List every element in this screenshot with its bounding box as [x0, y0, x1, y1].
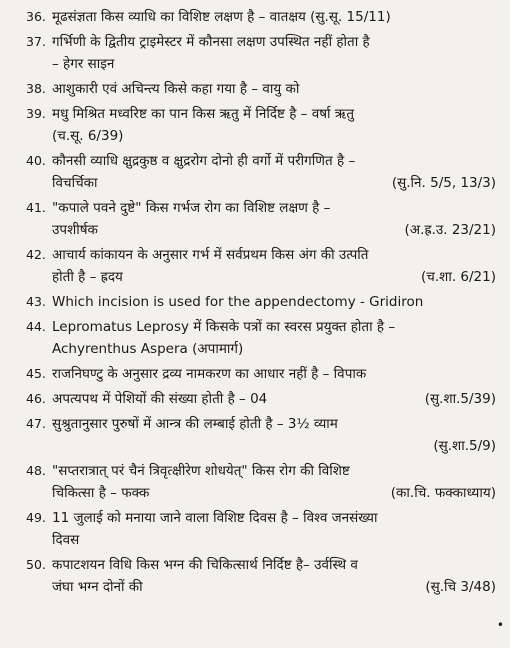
question-line [52, 103, 496, 125]
question-body [52, 197, 496, 241]
question-text: "कपाले पवने दुष्टे" किस गर्भज रोग का विशिष्ट लक्षण है – [52, 200, 331, 216]
question-number: 37. [26, 34, 46, 49]
question-number: 41. [26, 200, 46, 215]
question-text: आचार्य कांकायन के अनुसार गर्भ में सर्वप्रथम किस अंग की उत्पति [52, 247, 369, 263]
question-text: जंघा भग्न दोनों की [52, 579, 143, 595]
question-number: 45. [26, 366, 46, 381]
question-line [52, 244, 496, 266]
question-line [52, 53, 496, 75]
question-line [52, 482, 496, 504]
question-number: 39. [26, 106, 46, 121]
question-item [26, 197, 496, 241]
question-text: मूढसंज्ञता किस व्याधि का विशिष्ट लक्षण है – वातक्षय (सु.सू. 15/11) [52, 9, 391, 25]
question-body [52, 507, 496, 551]
question-line [52, 172, 496, 194]
question-text: कौनसी व्याधि क्षुद्रकुष्ठ व क्षुद्ररोग दोनो ही वर्गो में परीगणित है – [52, 153, 356, 169]
question-line [52, 291, 496, 313]
question-text: Lepromatus Leprosy में किसके पत्रों का स्वरस प्रयुक्त होता है – [52, 319, 396, 335]
question-text: (च.सू. 6/39) [52, 128, 124, 144]
question-text: उपशीर्षक [52, 222, 98, 238]
question-item [26, 507, 496, 551]
reference-citation: (का.चि. फक्काध्याय) [390, 485, 496, 501]
question-text: आशुकारी एवं अचिन्त्य किसे कहा गया है – वायु को [52, 81, 300, 97]
question-body [52, 388, 496, 410]
reference-citation: (च.शा. 6/21) [421, 269, 496, 285]
question-line [52, 219, 496, 241]
question-number: 40. [26, 153, 46, 168]
question-body [52, 31, 496, 75]
question-line [52, 316, 496, 338]
question-number: 48. [26, 463, 46, 478]
question-number: 38. [26, 81, 46, 96]
question-text: 11 जुलाई को मनाया जाने वाला विशिष्ट दिवस है – विश्व जनसंख्या [52, 510, 378, 526]
question-text: दिवस [52, 532, 80, 548]
question-body [52, 150, 496, 194]
question-line [52, 507, 496, 529]
question-line [52, 197, 496, 219]
question-item [26, 460, 496, 504]
question-text: "सप्तरात्रात् परं चैनं त्रिवृत्क्षीरेण शोधयेत्" किस रोग की विशिष्ट [52, 463, 350, 479]
question-text: Achyrenthus Aspera (अपामार्ग) [52, 341, 244, 357]
question-item [26, 291, 496, 313]
question-body [52, 6, 496, 28]
question-line [52, 554, 496, 576]
question-text: Which incision is used for the appendectomy - Gridiron [52, 294, 424, 310]
question-item [26, 103, 496, 147]
page-dot-mark: • [496, 618, 504, 632]
question-line [52, 413, 496, 435]
question-line [52, 435, 496, 457]
question-number: 50. [26, 557, 46, 572]
question-line [52, 338, 496, 360]
question-text: राजनिघण्टु के अनुसार द्रव्य नामकरण का आधार नहीं है – विपाक [52, 366, 367, 382]
reference-citation: (सु.नि. 5/5, 13/3) [391, 175, 496, 191]
question-body [52, 363, 496, 385]
reference-citation: (सु.शा.5/9) [433, 438, 496, 454]
question-number: 49. [26, 510, 46, 525]
question-number: 42. [26, 247, 46, 262]
question-body [52, 244, 496, 288]
question-line [52, 31, 496, 53]
question-text: – हेगर साइन [52, 56, 115, 72]
question-item [26, 150, 496, 194]
question-body [52, 78, 496, 100]
question-line [52, 150, 496, 172]
question-text: विचर्चिका [52, 175, 98, 191]
question-line [52, 460, 496, 482]
question-item [26, 244, 496, 288]
question-line [52, 78, 496, 100]
question-number: 43. [26, 294, 46, 309]
question-item [26, 363, 496, 385]
reference-citation: (अ.ह्र.उ. 23/21) [404, 222, 496, 238]
question-item [26, 78, 496, 100]
question-item [26, 6, 496, 28]
reference-citation: (सु.चि 3/48) [425, 579, 496, 595]
question-number: 46. [26, 391, 46, 406]
question-body [52, 554, 496, 598]
question-line [52, 363, 496, 385]
question-text: चिकित्सा है – फक्क [52, 485, 150, 501]
question-item [26, 31, 496, 75]
question-text: कपाटशयन विधि किस भग्न की चिकित्सार्थ निर्दिष्ट है– उर्वस्थि व [52, 557, 358, 573]
question-number: 47. [26, 416, 46, 431]
question-line [52, 6, 496, 28]
question-item [26, 413, 496, 457]
question-line [52, 266, 496, 288]
question-line [52, 529, 496, 551]
question-number: 44. [26, 319, 46, 334]
question-body [52, 413, 496, 457]
question-text: मधु मिश्रित मध्वरिष्ट का पान किस ऋतु में निर्दिष्ट है – वर्षा ऋतु [52, 106, 355, 122]
question-text: होती है – ह्रदय [52, 269, 123, 285]
question-number: 36. [26, 9, 46, 24]
question-line [52, 125, 496, 147]
question-text: सुश्रुतानुसार पुरुषों में आन्त्र की लम्बाई होती है – 3½ व्याम [52, 416, 338, 432]
question-body [52, 460, 496, 504]
question-line [52, 388, 496, 410]
question-item [26, 388, 496, 410]
question-line [52, 576, 496, 598]
question-body [52, 291, 496, 313]
question-body [52, 316, 496, 360]
reference-citation: (सु.शा.5/39) [424, 391, 496, 407]
question-body [52, 103, 496, 147]
question-item [26, 554, 496, 598]
question-item [26, 316, 496, 360]
question-text: अपत्यपथ में पेशियों की संख्या होती है – 04 [52, 391, 268, 407]
question-text: गर्भिणी के द्वितीय ट्राइमेस्टर में कौनसा लक्षण उपस्थित नहीं होता है [52, 34, 370, 50]
